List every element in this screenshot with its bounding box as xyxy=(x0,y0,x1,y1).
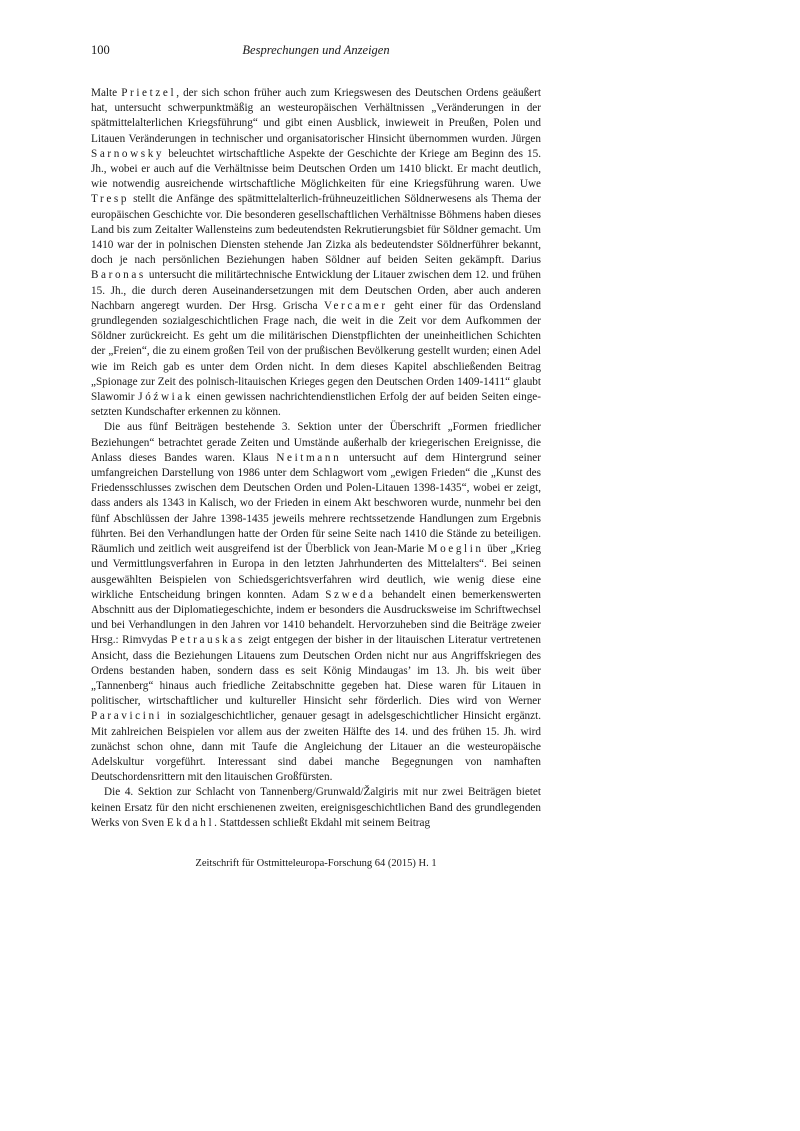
author-name: Sarnowsky xyxy=(91,147,165,160)
author-name: Jóźwiak xyxy=(138,391,194,404)
author-name: Moeglin xyxy=(427,543,484,556)
paragraph xyxy=(91,420,541,785)
text-segment: , der sich schon früher auch zum Kriegswesen des Deutschen Ordens geäußert hat, untersucht schwerpunktmäßig an westeuropäischen Verhältnissen „Veränderungen in der spätmittelalterlichen Kriegsführung“ und gibt einen Ausblick, inwieweit in Preußen, Polen und Litauen Veränderungen in technischer und organisatorischer Hinsicht übernommen wurden. Jürgen xyxy=(91,87,541,145)
page-number: 100 xyxy=(91,43,110,57)
text-segment: stellt die Anfänge des spätmittelalterlich-frühneuzeitlichen Söldnerwesens als Thema der europäischen Geschichte vor. Die besonderen gesellschaftlichen Verhältnisse Böhmens haben dieses Land bis zum Zeitalter Wallensteins zum bedeutendsten Rekrutierungsbiet für Söldner gemacht. Um 1410 war der in polnischen Diensten stehende Jan Zizka als bedeutendster Söldnerführer bekannt, doch je nach persönlichen Beziehungen haben Söldner auf beiden Seiten gekämpft. Darius xyxy=(91,193,541,267)
text-segment: Die aus fünf Beiträgen bestehende 3. Sektion unter der Überschrift „Formen friedlicher Beziehungen“ betrachtet gerade Zeiten und Umstände außerhalb der kriegerischen Ereignisse, die Anlass dieses Bandes waren. Klaus xyxy=(91,421,541,464)
text-segment: behandelt einen bemerkenswerten Abschnitt aus der Diplomatiegeschichte, indem er besonders die Ausdrucksweise im Schriftwechsel und bei Verhandlungen in den Jahren vor 1410 behandelt. Hervorzuheben sind die Beiträge zweier Hrsg.: Rimvydas xyxy=(91,588,541,647)
author-name: Szweda xyxy=(325,588,376,601)
author-name: Neitmann xyxy=(276,451,342,464)
author-name: Vercamer xyxy=(324,299,388,312)
article-body xyxy=(91,86,541,831)
text-segment: . Stattdessen schließt Ekdahl mit seinem Beitrag xyxy=(214,816,431,829)
text-segment: beleuchtet wirtschaftliche Aspekte der Geschichte der Kriege am Beginn des 15. Jh., wobei er auch auf die Verhältnisse beim Deutschen Orden um 1410 blickt. Er macht deutlich, wie notwendig ausreichende wirtschaftliche Möglichkeiten für eine Kriegsführung waren. Uwe xyxy=(91,147,541,191)
page-header xyxy=(91,43,541,63)
text-segment: einen gewissen nachrichtendienstlichen Erfolg der auf beiden Seiten eingesetzten Kundschafter erkennen zu können. xyxy=(91,391,541,419)
author-name: Paravicini xyxy=(91,710,163,723)
author-name: Baronas xyxy=(91,269,146,282)
text-segment: untersucht auf dem Hintergrund seiner umfangreichen Darstellung von 1986 unter dem Schlagwort vom „ewigen Frieden“ die „Kunst des Friedensschlusses zwischen dem Deutschen Orden und Polen-Litauen 1398-1435“, wobei er zeigt, dass anders als 1343 in Kalisch, wo der Frieden in einem Akt beschworen wurde, nunmehr bei den fünf Abschlüssen der Jahre 1398-1435 jeweils mehrere rechtssetzende Handlungen zum Ergebnis führten. Bei den Verhandlungen hatte der Orden für seine Seite nach 1410 die Stände zu beteiligen. Räumlich und zeitlich weit ausgreifend ist der Überblick von Jean-Marie xyxy=(91,451,541,556)
text-segment: untersucht die militärtechnische Entwicklung der Litauer zwischen dem 12. und frühen 15. Jh., die durch deren Auseinandersetzungen mit dem Deutschen Orden, aber auch anderen Nachbarn angeregt wurden. Der Hrsg. Grischa xyxy=(91,269,541,312)
text-segment: Die 4. Sektion zur Schlacht von Tannenberg/Grunwald/Žalgiris mit nur zwei Beiträgen bietet keinen Ersatz für den nicht erschienenen zweiten, ereignisgeschichtlichen Band des grundlegenden Werks von Sven xyxy=(91,786,541,829)
text-segment: geht einer für das Ordensland grundlegenden sozialgeschichtlichen Frage nach, die weit in die Zeit vor dem Aufkommen der Söldner zurückreicht. Es geht um die militärischen Dienstpflichten der uneinheitlichen Schichten der „Freien“, die zu einem großen Teil von der prußischen Bevölkerung gestellt wurden; einen Adel wie im Reich gab es unter dem Orden nicht. In dem dieses Kapitel abschließenden Beitrag „Spionage zur Zeit des polnisch-litauischen Krieges gegen den Deutschen Orden 1409-1411“ glaubt Slawomir xyxy=(91,299,541,404)
paragraph xyxy=(91,785,541,831)
text-segment: über „Krieg und Vermittlungsverfahren in Europa in den letzten Jahrhunderten des Mittelalters“. Bei seinen ausgewählten Beispielen von Schiedsgerichtsverfahren wird deutlich, wie wenig diese eine wirkliche Entscheidung bringen konnten. Adam xyxy=(91,543,541,601)
paragraph xyxy=(91,86,541,420)
author-name: Ekdahl xyxy=(166,816,215,829)
author-name: Petrauskas xyxy=(171,634,245,647)
text-segment: zeigt entgegen der bisher in der litauischen Literatur vertretenen Ansicht, dass die Beziehungen Litauens zum Deutschen Orden nicht nur aus Angriffskriegen des Ordens bestanden haben, sondern dass es seit König Mindaugas’ im 13. Jh. bis weit über „Tannenberg“ hinaus auch friedliche Zeitabschnitte gegeben hat. Diese waren für Litauen in politischer, wirtschaftlicher und kultureller Hinsicht sehr förderlich. Dies wird von Werner xyxy=(91,634,541,708)
author-name: Tresp xyxy=(91,193,130,206)
running-head: Besprechungen und Anzeigen xyxy=(242,43,390,57)
author-name: Prietzel xyxy=(121,87,177,99)
text-segment: Malte xyxy=(91,87,122,99)
journal-footer: Zeitschrift für Ostmitteleuropa-Forschung 64 (2015) H. 1 xyxy=(195,858,437,869)
text-segment: in sozialgeschichtlicher, genauer gesagt in adelsgeschichtlicher Hinsicht ergänzt. Mit zahlreichen Beispielen vor allem aus der zweiten Hälfte des 14. und des frühen 15. Jh. wird zunächst schon ohne, dann mit Taufe die Angleichung der Litauer an die westeuropäische Adelskultur vorgeführt. Interessant sind dabei manche Begegnungen von namhaften Deutschordensrittern mit den litauischen Großfürsten. xyxy=(91,710,541,784)
